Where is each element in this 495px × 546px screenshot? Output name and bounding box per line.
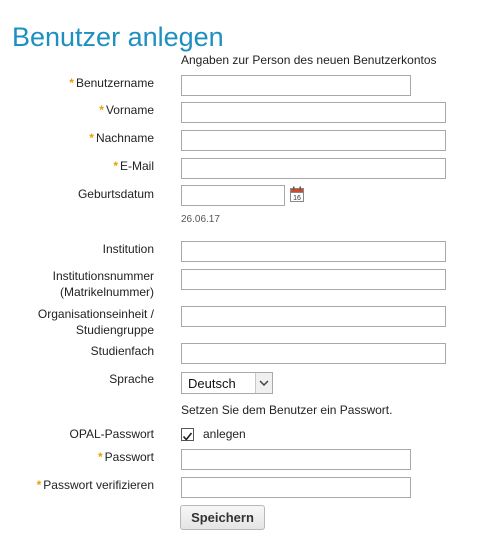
date-format-hint: 26.06.17 <box>181 214 220 225</box>
checkmark-icon <box>182 431 193 442</box>
organisationseinheit-label-line2: Studiengruppe <box>75 323 154 337</box>
organisationseinheit-input[interactable] <box>181 306 446 327</box>
sprache-select[interactable] <box>181 372 273 394</box>
geburtsdatum-label: Geburtsdatum <box>77 187 154 201</box>
required-asterisk: * <box>89 131 94 145</box>
studienfach-input[interactable] <box>181 343 446 364</box>
nachname-label: * Nachname <box>89 131 154 145</box>
required-asterisk: * <box>97 450 103 464</box>
institution-label: Institution <box>102 242 154 256</box>
email-label: * E-Mail <box>113 159 154 173</box>
form-intro-text: Angaben zur Person des neuen Benutzerkontos <box>181 53 437 67</box>
opal-passwort-checkbox[interactable] <box>181 428 194 441</box>
benutzername-input[interactable] <box>181 75 411 96</box>
required-asterisk: * <box>36 478 42 492</box>
organisationseinheit-label-line1: Organisationseinheit / <box>37 307 154 321</box>
save-button[interactable]: Speichern <box>180 505 265 530</box>
vorname-label: * Vorname <box>99 103 154 117</box>
vorname-input[interactable] <box>181 102 446 123</box>
geburtsdatum-input[interactable] <box>181 185 285 206</box>
passwort-input[interactable] <box>181 449 411 470</box>
opal-passwort-checkbox-label[interactable]: anlegen <box>203 427 246 441</box>
passwort-label: * Passwort <box>97 450 154 464</box>
sprache-label: Sprache <box>109 372 154 386</box>
institution-input[interactable] <box>181 241 446 262</box>
studienfach-label: Studienfach <box>90 344 154 358</box>
benutzername-label: * Benutzername <box>69 76 154 90</box>
nachname-input[interactable] <box>181 130 446 151</box>
passwort-verifizieren-input[interactable] <box>181 477 411 498</box>
required-asterisk: * <box>99 103 104 117</box>
password-note: Setzen Sie dem Benutzer ein Passwort. <box>181 403 393 417</box>
required-asterisk: * <box>69 76 74 90</box>
calendar-icon[interactable] <box>290 186 304 202</box>
organisationseinheit-label <box>38 306 154 338</box>
chevron-down-icon[interactable] <box>255 373 272 393</box>
svg-text:16: 16 <box>293 195 301 202</box>
email-input[interactable] <box>181 158 446 179</box>
passwort-verifizieren-label: * Passwort verifizieren <box>36 478 154 492</box>
sprache-selected-value: Deutsch <box>188 376 236 391</box>
page-title: Benutzer anlegen <box>12 22 224 53</box>
institutionsnummer-label-line2: (Matrikelnummer) <box>59 285 154 299</box>
institutionsnummer-label <box>53 268 154 300</box>
opal-passwort-label: OPAL-Passwort <box>69 427 154 441</box>
required-asterisk: * <box>113 159 118 173</box>
institutionsnummer-input[interactable] <box>181 269 446 290</box>
institutionsnummer-label-line1: Institutionsnummer <box>52 269 154 283</box>
